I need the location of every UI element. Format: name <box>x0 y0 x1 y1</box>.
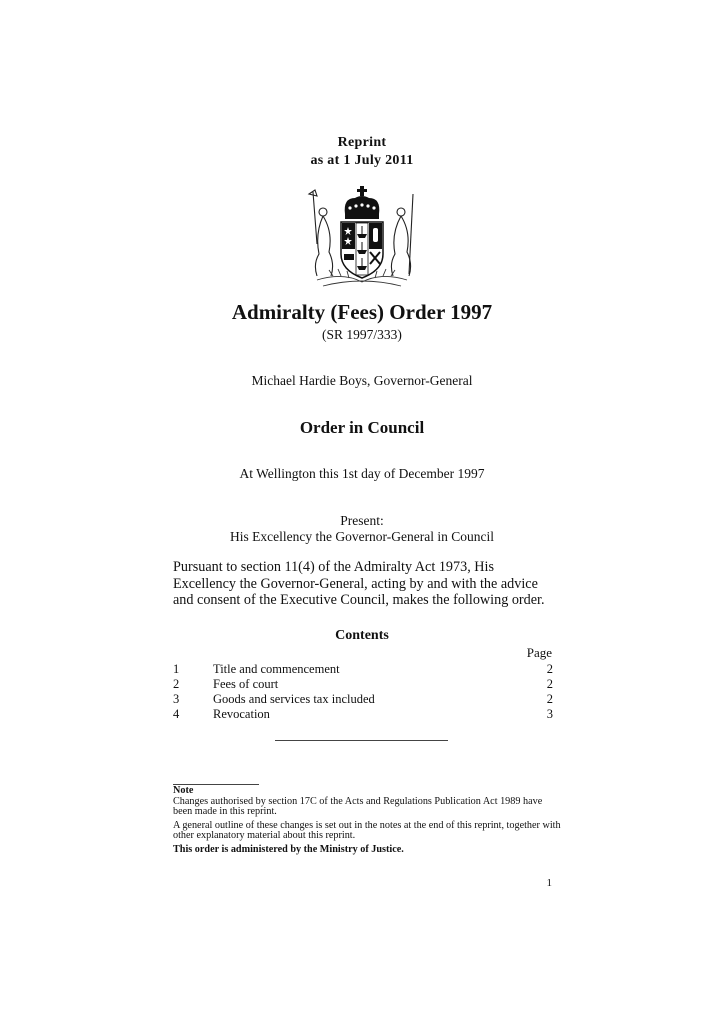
order-in-council-heading: Order in Council <box>299 418 425 437</box>
reprint-date: as at 1 July 2011 <box>310 153 414 168</box>
toc-page: 2 <box>546 677 553 691</box>
note-heading: Note <box>173 785 194 796</box>
toc-number: 3 <box>173 692 180 706</box>
contents-heading: Contents <box>335 628 389 643</box>
toc-page: 3 <box>546 707 553 721</box>
order-title: Admiralty (Fees) Order 1997 <box>231 300 493 324</box>
toc-row[interactable] <box>173 662 553 677</box>
toc-title[interactable]: Fees of court <box>213 677 279 691</box>
toc-number: 2 <box>173 677 180 691</box>
administered-by: This order is administered by the Ministry of Justice. <box>173 843 404 855</box>
governor-general: Michael Hardie Boys, Governor-General <box>251 373 473 388</box>
toc-title[interactable]: Revocation <box>213 707 270 721</box>
note-paragraph-2: A general outline of these changes is set out in the notes at the end of this reprint, together with other explanatory material about this reprint. <box>173 819 561 841</box>
contents-page-label: Page <box>526 645 552 660</box>
new-zealand-coat-of-arms-icon <box>303 184 421 292</box>
note-paragraph-1: Changes authorised by section 17C of the Acts and Regulations Publication Act 1989 have been made in this reprint. <box>173 795 543 817</box>
footnote <box>173 786 563 855</box>
toc-page: 2 <box>546 662 553 676</box>
toc-number: 1 <box>173 662 180 676</box>
toc-page: 2 <box>546 692 553 706</box>
toc-row[interactable] <box>173 692 553 707</box>
present-label: Present: <box>340 513 384 528</box>
sr-number: (SR 1997/333) <box>322 327 402 342</box>
toc-number: 4 <box>173 707 180 721</box>
divider <box>275 740 448 741</box>
present-block <box>0 513 724 545</box>
location-date: At Wellington this 1st day of December 1997 <box>239 466 485 481</box>
page-number: 1 <box>546 877 552 889</box>
toc-title[interactable]: Goods and services tax included <box>213 692 375 706</box>
reprint-label: Reprint <box>337 135 387 150</box>
toc-row[interactable] <box>173 677 553 692</box>
reprint-header <box>0 134 724 170</box>
table-of-contents <box>173 662 553 722</box>
present-text: His Excellency the Governor-General in Council <box>229 529 494 544</box>
toc-row[interactable] <box>173 707 553 722</box>
toc-title[interactable]: Title and commencement <box>213 662 340 676</box>
pursuant-paragraph: Pursuant to section 11(4) of the Admiralty Act 1973, His Excellency the Governor-General, acting by and with the advice and consent of the Executive Council, makes the following order. <box>173 559 545 608</box>
